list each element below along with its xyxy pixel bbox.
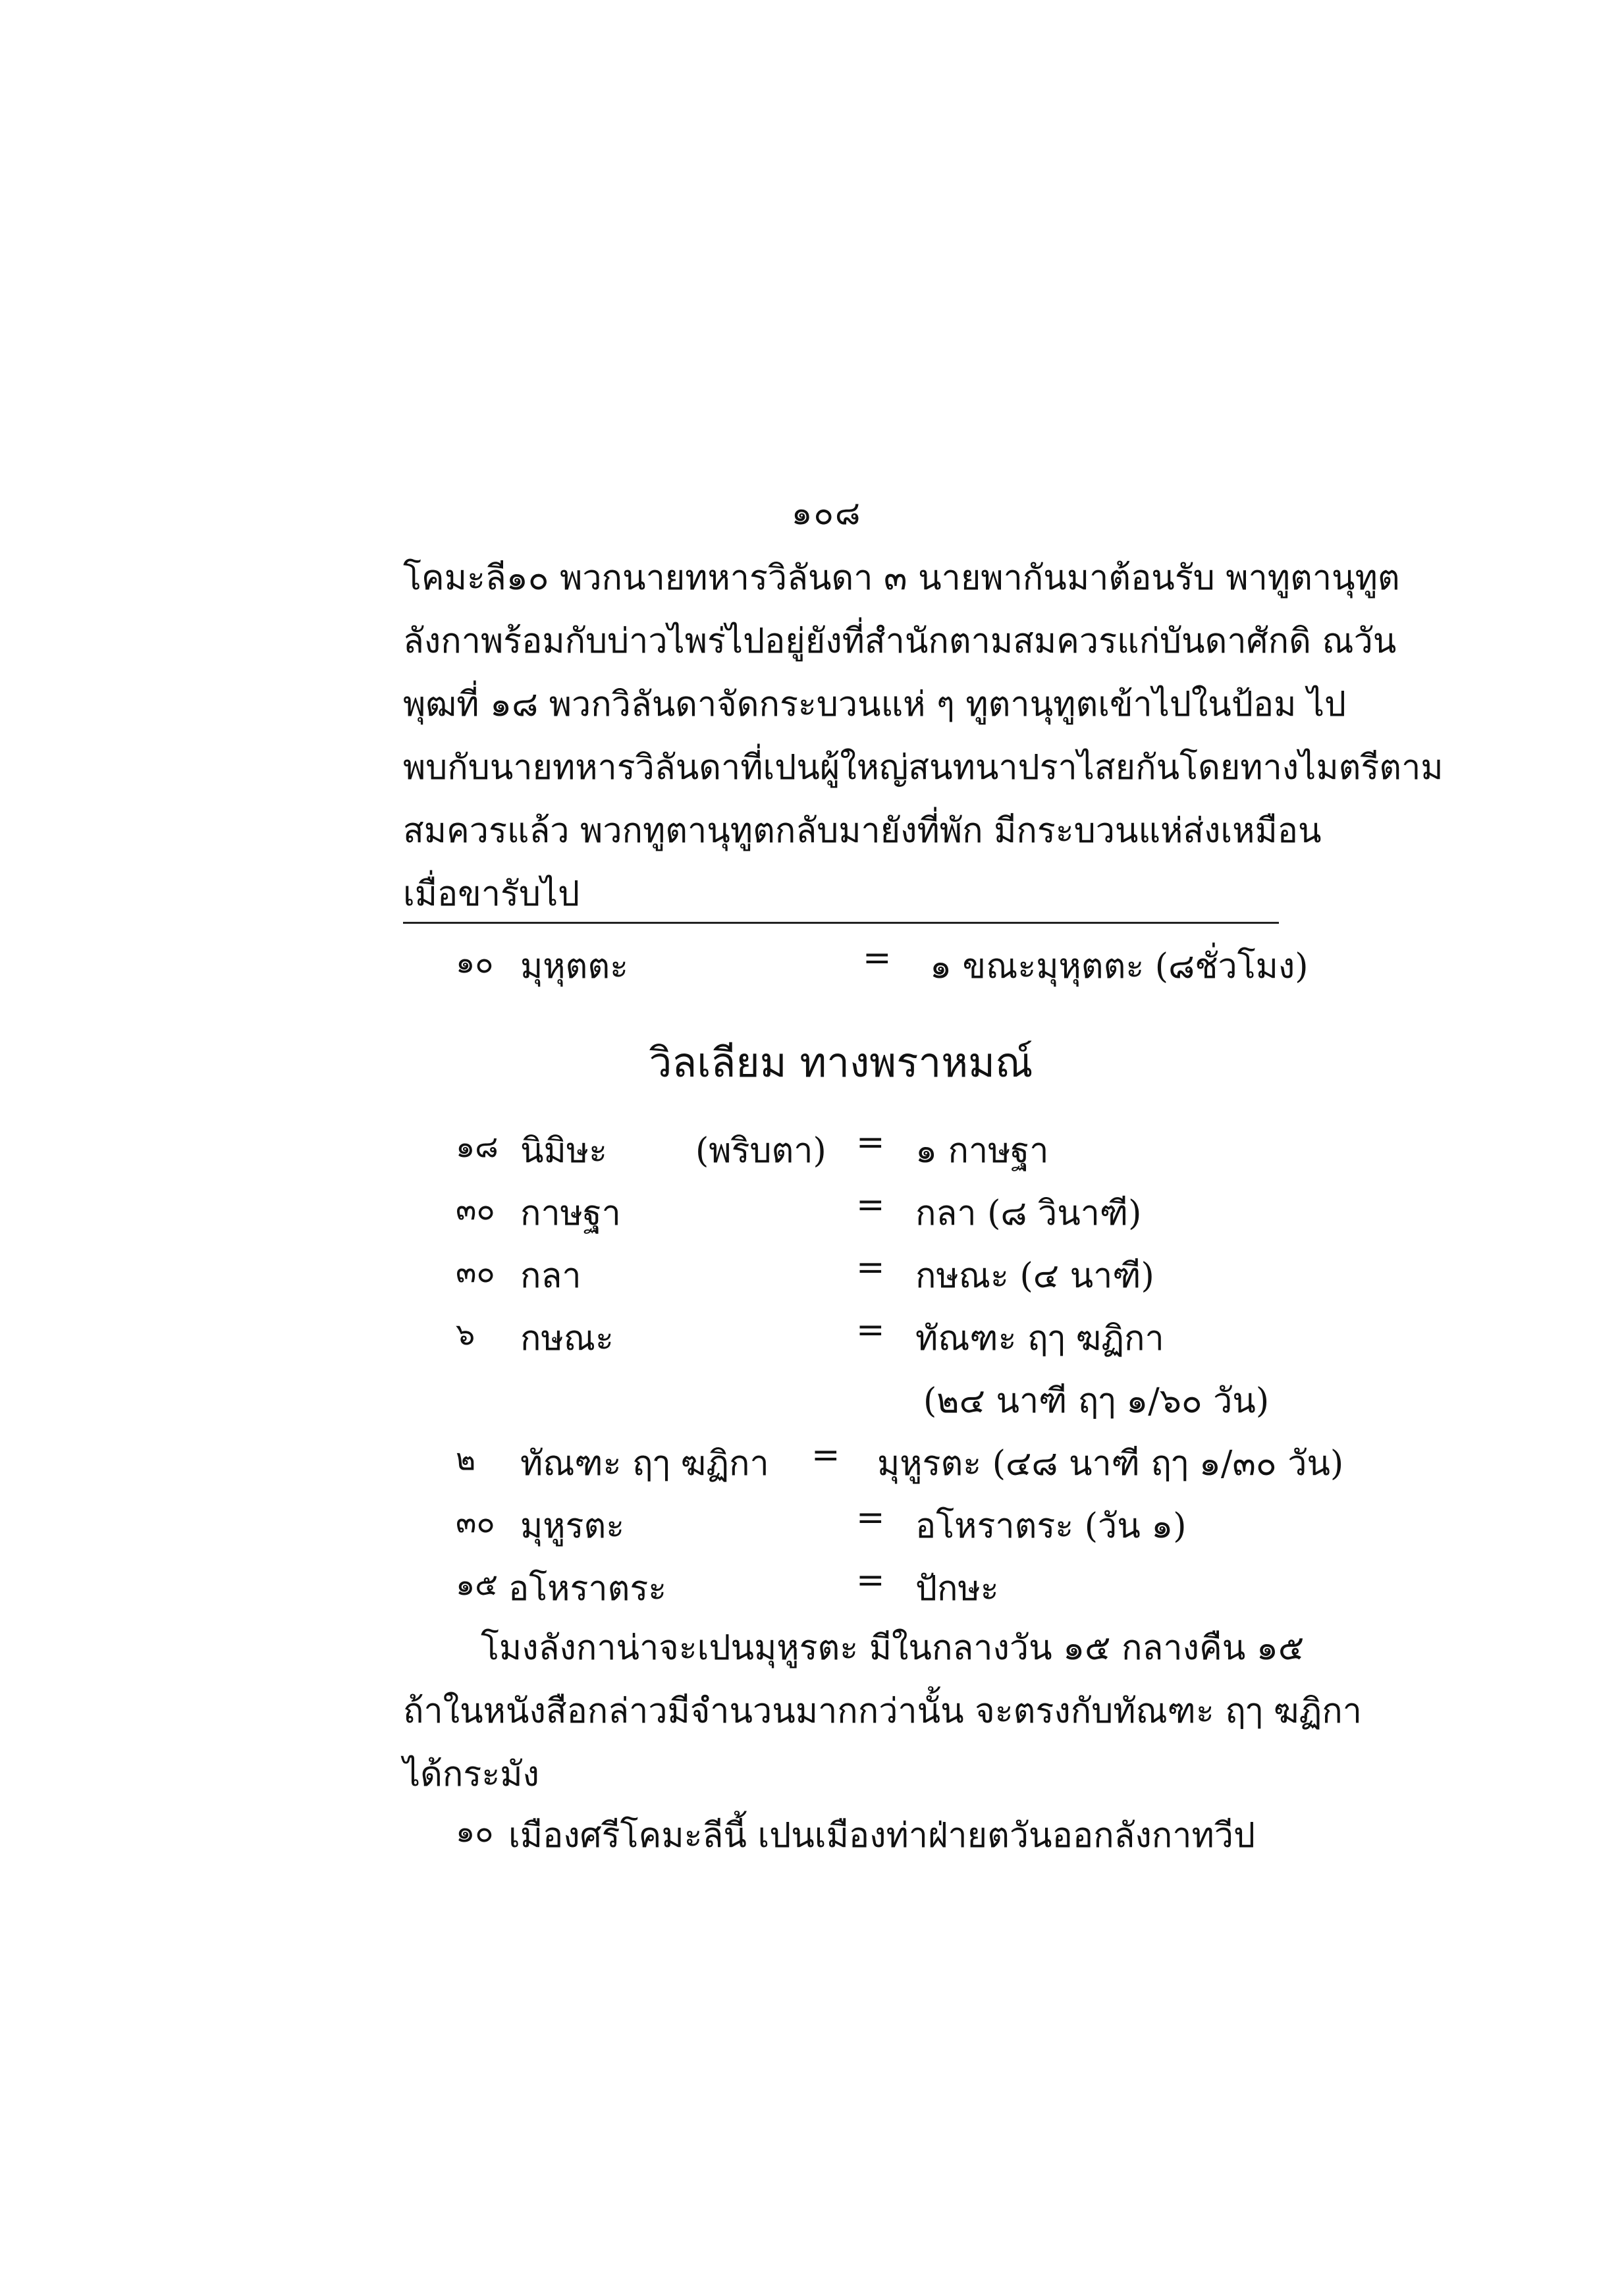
row-term: อโหราตระ: [508, 1569, 667, 1609]
footnote-value: ๑ ขณะมุหุตตะ (๘ชั่วโมง): [930, 947, 1309, 986]
footnote-number: ๑๐: [456, 944, 494, 980]
row-equals: =: [856, 1185, 885, 1225]
table-row: [403, 1498, 1279, 1557]
paragraph-line: ลังกาพร้อมกับบ่าวไพร่ไปอยู่ยังที่สำนักตามสมควรแก่บันดาศักดิ ณวัน: [403, 622, 1397, 661]
footnote-row: [403, 938, 1309, 998]
row-term: มุหูรตะ: [520, 1507, 625, 1546]
table-row: [403, 1310, 1279, 1370]
paragraph-line: โคมะลี๑๐ พวกนายทหารวิลันดา ๓ นายพากันมาต้อนรับ พาทูตานุทูต: [403, 558, 1400, 598]
row-equals: =: [811, 1435, 840, 1475]
row-value: กษณะ (๔ นาฑี): [915, 1256, 1154, 1296]
table-row: [403, 1185, 1279, 1244]
table-row: [403, 1248, 1279, 1307]
row-term: กาษฐา: [520, 1194, 621, 1233]
paragraph-line: พบกับนายทหารวิลันดาที่เปนผู้ใหญ่สนทนาปราไสยกันโดยทางไมตรีตาม: [403, 748, 1444, 788]
footnote-text: เมืองศรีโคมะลีนี้ เปนเมืองท่าฝ่ายตวันออกลังกาทวีป: [508, 1816, 1255, 1855]
row-equals: =: [856, 1498, 885, 1537]
paragraph-line: ได้กระมัง: [403, 1755, 539, 1794]
row-value: ปักษะ: [915, 1569, 999, 1609]
row-multiplier: ๓๐: [456, 1504, 495, 1539]
footnote-divider: [403, 922, 1279, 924]
row-equals: =: [856, 1310, 885, 1350]
row-value: มุหูรตะ (๔๘ นาฑี ฤๅ ๑/๓๐ วัน): [877, 1444, 1344, 1483]
page-number: ๑๐๘: [791, 494, 862, 532]
section-heading: วิลเลียม ทางพราหมณ์: [649, 1038, 1033, 1086]
table-row: [403, 1561, 1279, 1620]
row-multiplier: ๓๐: [456, 1254, 495, 1289]
row-equals: =: [856, 1123, 885, 1162]
row-term: กษณะ: [520, 1319, 614, 1358]
table-row: [403, 1435, 1344, 1495]
row-multiplier: ๑๕: [456, 1566, 499, 1602]
row-term: นิมิษะ: [520, 1131, 608, 1171]
footnote-row: [403, 1807, 1279, 1867]
row-value: (๒๔ นาฑี ฤๅ ๑/๖๐ วัน): [923, 1381, 1270, 1421]
row-equals: =: [856, 1248, 885, 1287]
row-value: อโหราตระ (วัน ๑): [915, 1507, 1187, 1546]
table-row: [403, 1123, 1279, 1182]
row-value: ๑ กาษฐา: [915, 1131, 1049, 1171]
main-paragraph: [403, 547, 1444, 926]
row-term: ทัณฑะ ฤๅ ฆฏิกา: [520, 1444, 769, 1483]
row-value: กลา (๘ วินาฑี): [915, 1194, 1142, 1233]
row-multiplier: ๑๘: [456, 1129, 499, 1164]
paragraph-line: เมื่อขารับไป: [403, 874, 580, 914]
paragraph-line: พุฒที่ ๑๘ พวกวิลันดาจัดกระบวนแห่ ๆ ทูตานุทูตเข้าไปในป้อม ไป: [403, 685, 1347, 724]
note-paragraph: [403, 1616, 1362, 1806]
paragraph-line: โมงลังกาน่าจะเปนมุหูรตะ มีในกลางวัน ๑๕ กลางคืน ๑๕: [481, 1628, 1305, 1668]
paragraph-line: สมควรแล้ว พวกทูตานุทูตกลับมายังที่พัก มีกระบวนแห่ส่งเหมือน: [403, 811, 1322, 851]
row-term: กลา: [520, 1256, 581, 1296]
row-multiplier: ๖: [456, 1316, 475, 1352]
row-value: ทัณฑะ ฤๅ ฆฏิกา: [915, 1319, 1164, 1358]
row-multiplier: ๒: [456, 1441, 476, 1477]
row-equals: =: [856, 1561, 885, 1600]
row-multiplier: ๓๐: [456, 1191, 495, 1227]
footnote-number: ๑๐: [456, 1813, 494, 1849]
footnote-term: มุหุตตะ: [520, 947, 629, 986]
footnote-equals: =: [863, 938, 892, 978]
paragraph-line: ถ้าในหนังสือกล่าวมีจำนวนมากกว่านั้น จะตรงกับทัณฑะ ฤๅ ฆฏิกา: [403, 1692, 1362, 1731]
table-row-continuation: [403, 1373, 1279, 1432]
row-gloss: (พริบตา): [695, 1131, 826, 1171]
